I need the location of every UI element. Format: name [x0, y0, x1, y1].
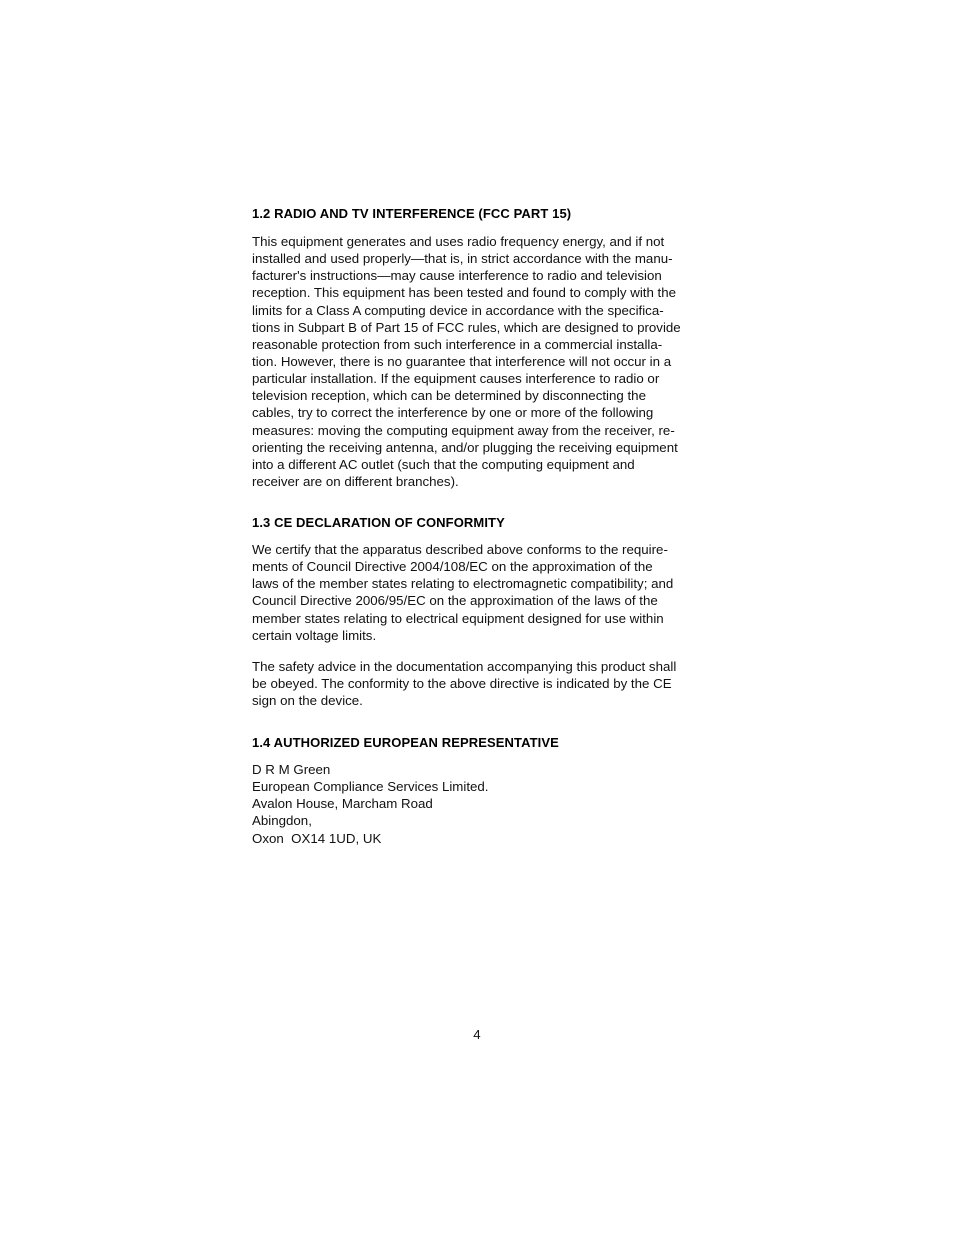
- page-number: 4: [473, 1027, 481, 1042]
- paragraph-ce-certify: [252, 541, 704, 644]
- text-line: laws of the member states relating to electromagnetic compatibility; and: [252, 576, 674, 592]
- address-line: Avalon House, Marcham Road: [252, 796, 433, 812]
- text-line: Council Directive 2006/95/EC on the approximation of the laws of the: [252, 593, 658, 609]
- address-line: European Compliance Services Limited.: [252, 779, 489, 795]
- text-line: installed and used properly—that is, in strict accordance with the manu-: [252, 251, 673, 267]
- address-line: Abingdon,: [252, 813, 312, 829]
- text-line: member states relating to electrical equipment designed for use within: [252, 610, 664, 626]
- text-line: television reception, which can be determined by disconnecting the: [252, 388, 646, 404]
- text-line: be obeyed. The conformity to the above directive is indicated by the CE: [252, 676, 672, 692]
- text-line: This equipment generates and uses radio frequency energy, and if not: [252, 234, 665, 249]
- text-line: receiver are on different branches).: [252, 473, 459, 489]
- text-line: particular installation. If the equipment causes interference to radio or: [252, 371, 660, 387]
- text-line: ments of Council Directive 2004/108/EC on the approximation of the: [252, 559, 653, 575]
- text-line: facturer's instructions—may cause interference to radio and television: [252, 268, 662, 284]
- section-heading-ce: 1.3 CE DECLARATION OF CONFORMITY: [252, 515, 505, 530]
- paragraph-fcc: [252, 233, 704, 490]
- text-line: limits for a Class A computing device in accordance with the specifica-: [252, 302, 664, 318]
- text-line: certain voltage limits.: [252, 627, 377, 643]
- text-line: tion. However, there is no guarantee that interference will not occur in a: [252, 353, 672, 369]
- text-line: We certify that the apparatus described above conforms to the require-: [252, 542, 668, 557]
- text-line: orienting the receiving antenna, and/or plugging the receiving equipment: [252, 439, 678, 455]
- section-heading-representative: 1.4 AUTHORIZED EUROPEAN REPRESENTATIVE: [252, 735, 559, 750]
- text-line: into a different AC outlet (such that the computing equipment and: [252, 456, 635, 472]
- text-line: cables, try to correct the interference by one or more of the following: [252, 405, 654, 421]
- text-line: reasonable protection from such interference in a commercial installa-: [252, 336, 663, 352]
- text-line: The safety advice in the documentation accompanying this product shall: [252, 659, 677, 674]
- text-line: measures: moving the computing equipment away from the receiver, re-: [252, 422, 675, 438]
- paragraph-ce-safety: [252, 658, 704, 709]
- address-block: [252, 761, 704, 847]
- text-line: sign on the device.: [252, 693, 363, 709]
- section-heading-fcc: 1.2 RADIO AND TV INTERFERENCE (FCC PART 15): [252, 206, 572, 221]
- address-line: D R M Green: [252, 762, 331, 777]
- text-line: tions in Subpart B of Part 15 of FCC rules, which are designed to provide: [252, 319, 681, 335]
- text-line: reception. This equipment has been tested and found to comply with the: [252, 285, 677, 301]
- address-line: Oxon OX14 1UD, UK: [252, 830, 382, 846]
